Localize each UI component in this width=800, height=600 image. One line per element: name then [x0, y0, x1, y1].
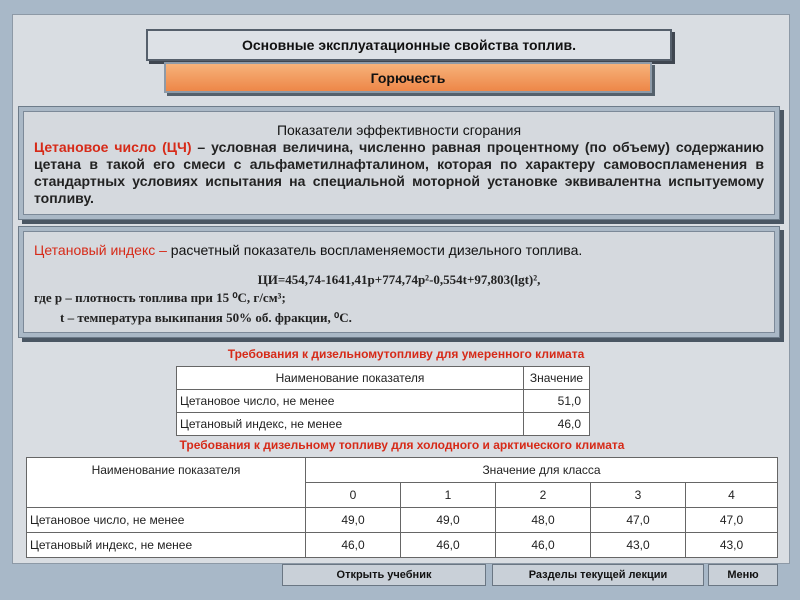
table-row	[27, 533, 778, 558]
table-cell: 51,0	[524, 390, 590, 413]
open-textbook-button[interactable]: Открыть учебник	[282, 564, 486, 586]
table-cell: 43,0	[591, 533, 686, 558]
table-cell: 49,0	[306, 508, 401, 533]
cetane-number-term: Цетановое число (ЦЧ)	[34, 139, 192, 155]
cetane-number-definition	[34, 139, 764, 207]
table-cell: 47,0	[591, 508, 686, 533]
menu-button[interactable]: Меню	[708, 564, 778, 586]
slide-title-text: Основные эксплуатационные свойства топлив.	[241, 37, 576, 53]
lecture-sections-button[interactable]: Разделы текущей лекции	[492, 564, 704, 586]
table2-caption: Требования к дизельному топливу для холодного и арктического климата	[179, 438, 625, 452]
table1-caption: Требования к дизельномутопливу для умеренного климата	[227, 347, 585, 361]
temperate-climate-table	[176, 366, 590, 436]
cetane-index-term: Цетановый индекс –	[34, 242, 167, 258]
column-header: Значение для класса	[306, 458, 778, 483]
combustion-efficiency-panel	[18, 106, 780, 220]
table-cell: 48,0	[496, 508, 591, 533]
table-cell: Цетановое число, не менее	[177, 390, 524, 413]
section-banner-text: Горючесть	[370, 69, 446, 86]
table-cell: 46,0	[306, 533, 401, 558]
table-row	[27, 508, 778, 533]
class-header: 0	[306, 483, 401, 508]
table-cell: 43,0	[686, 533, 778, 558]
slide-title	[146, 29, 672, 61]
cetane-index-definition	[34, 242, 764, 258]
table-header-row	[27, 458, 778, 483]
column-header: Значение	[524, 367, 590, 390]
column-header: Наименование показателя	[177, 367, 524, 390]
table-cell: 46,0	[524, 413, 590, 436]
section-banner	[164, 62, 652, 93]
table-cell: 47,0	[686, 508, 778, 533]
table-cell: Цетановый индекс, не менее	[177, 413, 524, 436]
table-row	[177, 390, 590, 413]
panel-heading: Показатели эффективности сгорания	[276, 122, 522, 138]
formula-legend-density: где р – плотность топлива при 15 ⁰С, г/см³;	[34, 290, 286, 305]
table-cell: 49,0	[401, 508, 496, 533]
table-cell: Цетановый индекс, не менее	[27, 533, 306, 558]
table-row	[177, 413, 590, 436]
formula-legend-temperature: t – температура выкипания 50% об. фракции, ⁰С.	[60, 310, 352, 325]
table-cell: 46,0	[401, 533, 496, 558]
cetane-index-formula: ЦИ=454,74-1641,41р+774,74р²-0,554t+97,803(lgt)²,	[257, 272, 541, 287]
column-header: Наименование показателя	[27, 458, 306, 508]
table-cell: 46,0	[496, 533, 591, 558]
cetane-index-text: расчетный показатель воспламеняемости дизельного топлива.	[166, 242, 583, 258]
table-header-row	[177, 367, 590, 390]
class-header: 3	[591, 483, 686, 508]
class-header: 4	[686, 483, 778, 508]
arctic-climate-table	[26, 457, 778, 558]
table-cell: Цетановое число, не менее	[27, 508, 306, 533]
class-header: 2	[496, 483, 591, 508]
cetane-number-text: – условная величина, численно равная процентному (по объему) содержанию цетана в такой его смеси с альфаметилнафталином, которая по характеру самовоспламенения в стандартных условиях испытания на специальной моторной установке эквивалентна испытуемому топливу.	[34, 139, 764, 206]
cetane-index-panel	[18, 226, 780, 338]
class-header: 1	[401, 483, 496, 508]
